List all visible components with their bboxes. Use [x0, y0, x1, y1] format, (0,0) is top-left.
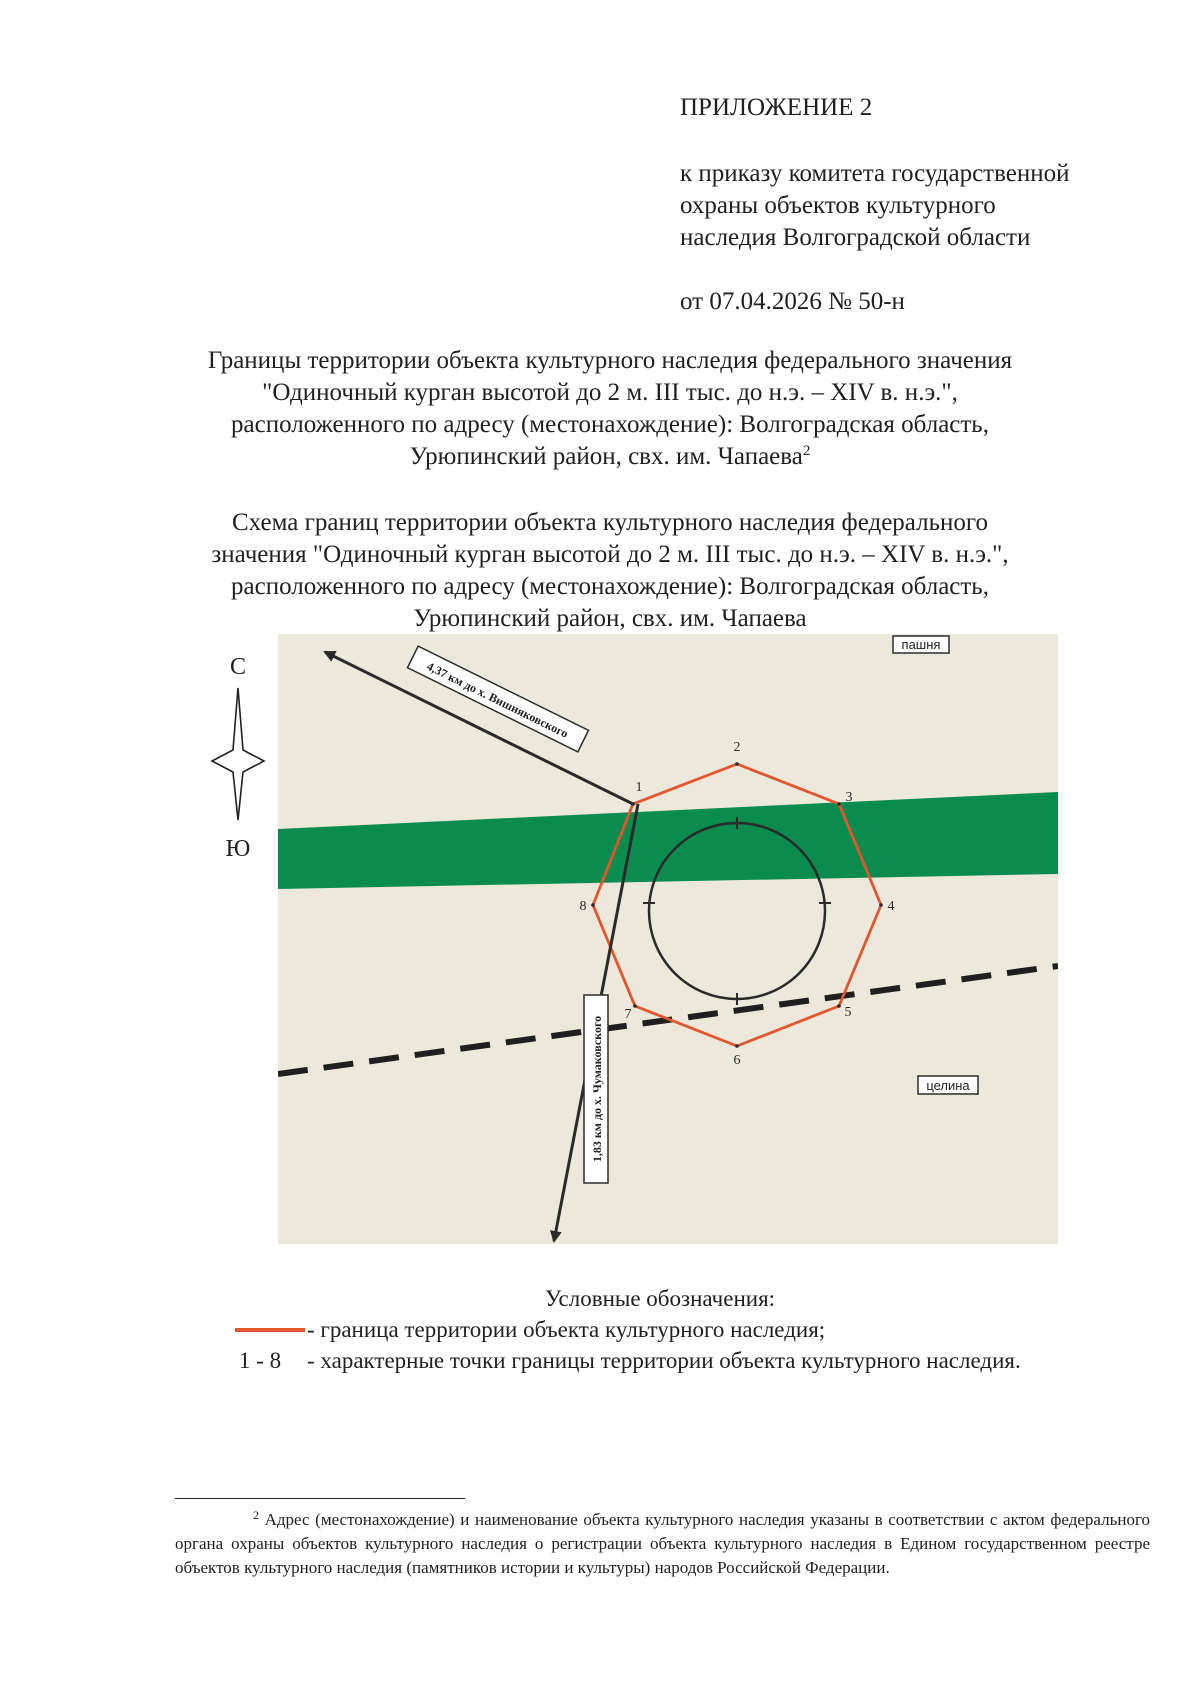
- distance-south-text: 1,83 км до х. Чумаковского: [590, 1015, 604, 1163]
- heading2-line-2: значения "Одиночный курган высотой до 2 м. III тыс. до н.э. – XIV в. н.э.",: [211, 541, 1009, 568]
- compass-south-label: Ю: [225, 836, 251, 862]
- heading2-line-4: Урюпинский район, свх. им. Чапаева: [413, 605, 807, 632]
- forest-strip: [278, 792, 1058, 889]
- appendix-line-2: охраны объектов культурного: [680, 192, 996, 219]
- compass-rose: [205, 650, 271, 865]
- heading1-line-2: "Одиночный курган высотой до 2 м. III тыс. до н.э. – XIV в. н.э.",: [262, 379, 958, 406]
- point-2: 2: [733, 740, 741, 755]
- heading2-line-3: расположенного по адресу (местонахождение): Волгоградская область,: [231, 573, 989, 600]
- footnote-number: 2: [253, 1508, 259, 1522]
- point-3-marker: [837, 802, 841, 806]
- footnote-text: Адрес (местонахождение) и наименование объекта культурного наследия указаны в соответствии с актом федерального органа охраны объектов культурного наследия о регистрации объекта культурного наследия в Едином государственном реестре объектов культурного наследия (памятников истории и культуры) народов Российской Федерации.: [175, 1510, 1150, 1577]
- label-virgin-land: [918, 1076, 978, 1094]
- legend-points-symbol: 1 - 8: [238, 1348, 282, 1373]
- distance-north-text: 4,37 км до х. Вишняковского: [424, 659, 571, 741]
- legend-item-points-text: - характерные точки границы территории объекта культурного наследия.: [307, 1348, 1021, 1373]
- legend-item-boundary-text: - граница территории объекта культурного наследия;: [307, 1317, 826, 1342]
- boundary-points: [580, 740, 895, 1068]
- point-5-marker: [837, 1004, 841, 1008]
- heading1-line-1: Границы территории объекта культурного наследия федерального значения: [207, 347, 1013, 374]
- point-6-marker: [735, 1044, 739, 1048]
- footnote-ref[interactable]: 2: [802, 443, 811, 459]
- appendix-date: от 07.04.2026 № 50-н: [680, 288, 905, 315]
- point-1-marker: [631, 802, 635, 806]
- point-3: 3: [845, 790, 853, 805]
- point-7-marker: [633, 1004, 637, 1008]
- point-4-marker: [879, 903, 883, 907]
- point-7: 7: [624, 1007, 632, 1022]
- label-virgin-text: целина: [926, 1078, 970, 1093]
- point-2-marker: [735, 762, 739, 766]
- legend-item-points: [215, 1345, 1021, 1376]
- point-4: 4: [887, 899, 895, 914]
- site-map-svg: [278, 634, 1058, 1244]
- distance-south-label: [584, 995, 608, 1183]
- heading1-line-3: расположенного по адресу (местонахождение): Волгоградская область,: [231, 411, 989, 438]
- boundaries-heading: [150, 345, 1070, 473]
- arrow-north-line: [325, 652, 633, 804]
- compass-star-icon: [212, 688, 264, 820]
- appendix-title: ПРИЛОЖЕНИЕ 2: [680, 94, 873, 121]
- heading1-line-4: [150, 441, 1070, 473]
- legend-title: Условные обозначения:: [545, 1286, 776, 1311]
- label-arable-text: пашня: [901, 637, 941, 652]
- footnote-divider: [175, 1498, 465, 1499]
- heading1-line-4-text: Урюпинский район, свх. им. Чапаева: [409, 443, 803, 470]
- point-8: 8: [579, 899, 587, 914]
- point-6: 6: [733, 1053, 741, 1068]
- point-1: 1: [635, 780, 643, 795]
- footnote: [175, 1508, 1150, 1580]
- legend-item-boundary: [215, 1314, 825, 1345]
- appendix-line-1: к приказу комитета государственной: [680, 160, 1070, 187]
- scheme-heading: [150, 507, 1070, 635]
- heading2-line-1: Схема границ территории объекта культурного наследия федерального: [231, 509, 989, 536]
- appendix-line-3: наследия Волгоградской области: [680, 224, 1031, 251]
- point-8-marker: [591, 903, 595, 907]
- site-map: [278, 634, 1058, 1244]
- label-arable-land: [893, 636, 949, 653]
- compass-north-label: С: [229, 654, 247, 680]
- boundary-line-swatch: [235, 1328, 305, 1332]
- point-5: 5: [844, 1005, 852, 1020]
- appendix-block: [680, 92, 1180, 318]
